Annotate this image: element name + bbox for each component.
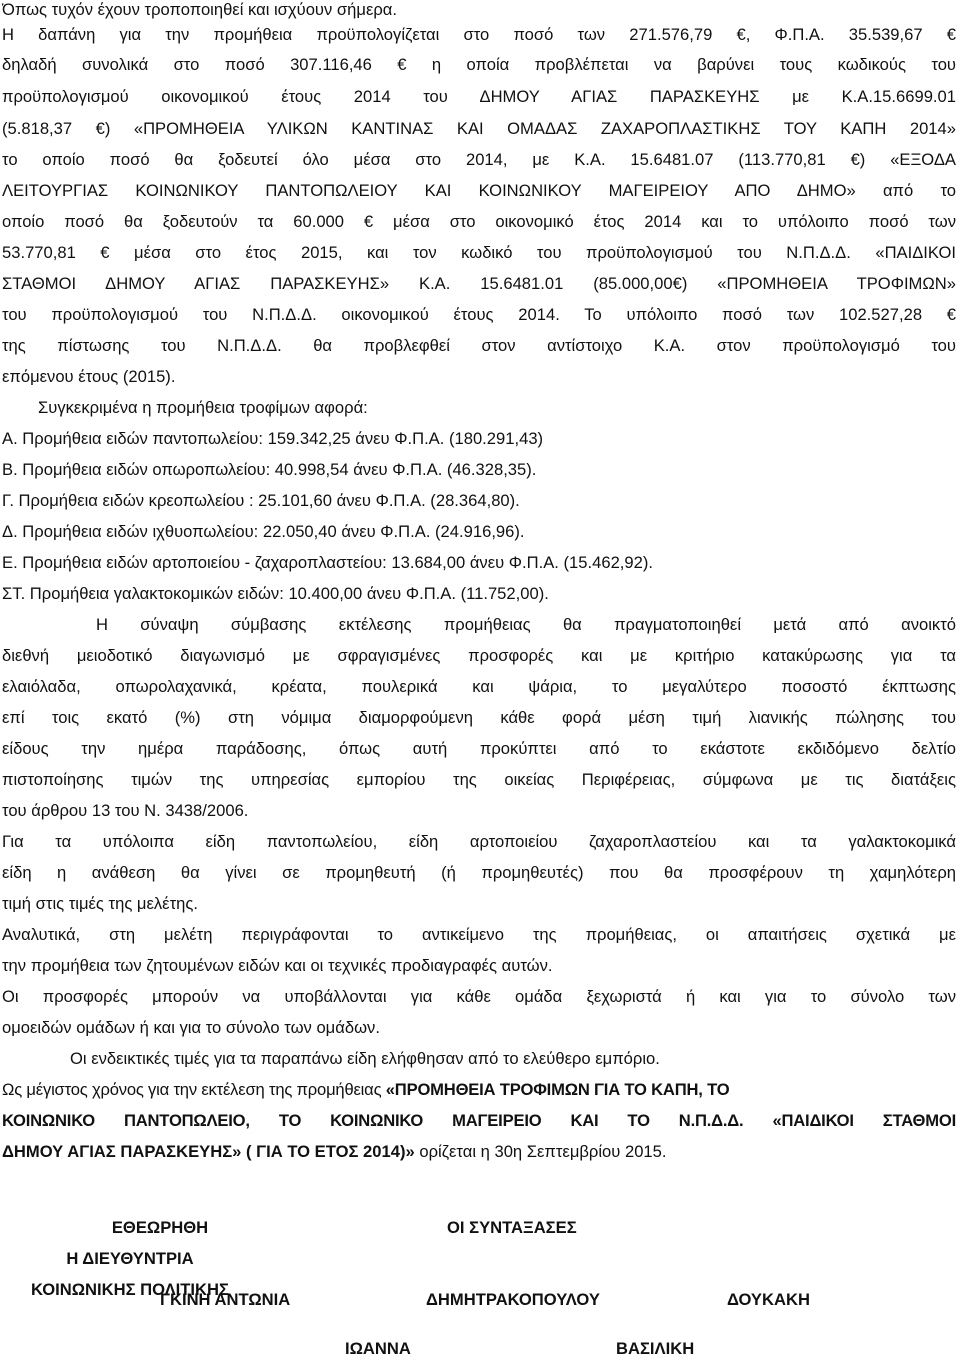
- list-item: Β. Προμήθεια ειδών οπωροπωλείου: 40.998,54 άνευ Φ.Π.Α. (46.328,35).: [2, 460, 537, 479]
- text-line: του άρθρου 13 του Ν. 3438/2006.: [2, 801, 249, 820]
- list-intro: Συγκεκριμένα η προμήθεια τροφίμων αφορά:: [38, 398, 368, 417]
- text-line: προϋπολογισμού οικονομικού έτους 2014 του ΔΗΜΟΥ ΑΓΙΑΣ ΠΑΡΑΣΚΕΥΗΣ με Κ.Α.15.6699.01: [2, 87, 956, 106]
- deadline-prefix: Ως μέγιστος χρόνος για την εκτέλεση της προμήθειας: [2, 1080, 386, 1099]
- text-line: Αναλυτικά, στη μελέτη περιγράφονται το αντικείμενο της προμήθειας, οι απαιτήσεις σχετικά με: [2, 925, 956, 944]
- text-line: 53.770,81 € μέσα στο έτος 2015, και τον κωδικό του προϋπολογισμού του Ν.Π.Δ.Δ. «ΠΑΙΔΙΚΟΙ: [2, 243, 956, 262]
- text-line: οποίο ποσό θα ξοδευτούν τα 60.000 € μέσα στο οικονομικό έτος 2014 και το υπόλοιπο ποσό των: [2, 212, 956, 231]
- text-line: ελαιόλαδα, οπωρολαχανικά, κρέατα, πουλερικά και ψάρια, το μεγαλύτερο ποσοστό έκπτωσης: [2, 677, 956, 696]
- text-line: Η σύναψη σύμβασης εκτέλεσης προμήθειας θα πραγματοποιηθεί μετά από ανοικτό: [96, 615, 956, 634]
- signatory-3-surname: ΔΟΥΚΑΚΗ: [727, 1290, 810, 1309]
- approval-title: ΕΘΕΩΡΗΘΗ: [111, 1218, 209, 1237]
- text-line: Η δαπάνη για την προμήθεια προϋπολογίζεται στο ποσό των 271.576,79 €, Φ.Π.Α. 35.539,67 €: [2, 25, 956, 44]
- text-line: το οποίο ποσό θα ξοδευτεί όλο μέσα στο 2014, με Κ.Α. 15.6481.07 (113.770,81 €) «ΕΞΟΔΑ: [2, 150, 956, 169]
- text-line: (5.818,37 €) «ΠΡΟΜΗΘΕΙΑ ΥΛΙΚΩΝ ΚΑΝΤΙΝΑΣ ΚΑΙ ΟΜΑΔΑΣ ΖΑΧΑΡΟΠΛΑΣΤΙΚΗΣ ΤΟΥ ΚΑΠΗ 2014»: [2, 119, 956, 138]
- text-line: την προμήθεια των ζητουμένων ειδών και οι τεχνικές προδιαγραφές αυτών.: [2, 956, 553, 975]
- signatory-2-firstname: ΙΩΑΝΝΑ: [345, 1339, 411, 1358]
- text-line: Οι προσφορές μπορούν να υποβάλλονται για κάθε ομάδα ξεχωριστά ή και για το σύνολο των: [2, 987, 956, 1006]
- text-line: του προϋπολογισμού του Ν.Π.Δ.Δ. οικονομικού έτους 2014. Το υπόλοιπο ποσό των 102.527,28 €: [2, 305, 956, 324]
- signatory-3-firstname: ΒΑΣΙΛΙΚΗ: [616, 1339, 695, 1358]
- list-item: Γ. Προμήθεια ειδών κρεοπωλείου : 25.101,60 άνευ Φ.Π.Α. (28.364,80).: [2, 491, 520, 510]
- deadline-line-2: ΚΟΙΝΩΝΙΚΟ ΠΑΝΤΟΠΩΛΕΙΟ, ΤΟ ΚΟΙΝΩΝΙΚΟ ΜΑΓΕΙΡΕΙΟ ΚΑΙ ΤΟ Ν.Π.Δ.Δ. «ΠΑΙΔΙΚΟΙ ΣΤΑΘΜΟΙ: [2, 1111, 956, 1130]
- signatory-2-surname: ΔΗΜΗΤΡΑΚΟΠΟΥΛΟΥ: [426, 1290, 600, 1309]
- text-line: δηλαδή συνολικά στο ποσό 307.116,46 € η οποία προβλέπεται να βαρύνει τους κωδικούς του: [2, 55, 956, 74]
- list-item: ΣΤ. Προμήθεια γαλακτοκομικών ειδών: 10.400,00 άνευ Φ.Π.Α. (11.752,00).: [2, 584, 549, 603]
- text-line: τιμή στις τιμές της μελέτης.: [2, 894, 198, 913]
- text-line: Οι ενδεικτικές τιμές για τα παραπάνω είδη ελήφθησαν από το ελεύθερο εμπόριο.: [70, 1049, 660, 1068]
- approval-department: ΚΟΙΝΩΝΙΚΗΣ ΠΟΛΙΤΙΚΗΣ: [31, 1280, 229, 1299]
- deadline-line-1: [2, 1080, 956, 1100]
- text-line: είδη η ανάθεση θα γίνει σε προμηθευτή (ή προμηθευτές) που θα προσφέρουν τη χαμηλότερη: [2, 863, 956, 882]
- text-line: της πίστωσης του Ν.Π.Δ.Δ. θα προβλεφθεί στον αντίστοιχο Κ.Α. στον προϋπολογισμό του: [2, 336, 956, 355]
- text-line: Όπως τυχόν έχουν τροποποιηθεί και ισχύουν σήμερα.: [2, 0, 397, 19]
- deadline-line-3: [2, 1142, 956, 1162]
- text-line: ΛΕΙΤΟΥΡΓΙΑΣ ΚΟΙΝΩΝΙΚΟΥ ΠΑΝΤΟΠΩΛΕΙΟΥ ΚΑΙ ΚΟΙΝΩΝΙΚΟΥ ΜΑΓΕΙΡΕΙΟΥ ΑΠΟ ΔΗΜΟ» από το: [2, 181, 956, 200]
- text-line: διεθνή μειοδοτικό διαγωνισμό με σφραγισμένες προσφορές και με κριτήριο κατακύρωσης για τα: [2, 646, 956, 665]
- list-item: Ε. Προμήθεια ειδών αρτοποιείου - ζαχαροπλαστείου: 13.684,00 άνευ Φ.Π.Α. (15.462,92).: [2, 553, 654, 572]
- authors-title: ΟΙ ΣΥΝΤΑΞΑΣΕΣ: [447, 1218, 577, 1237]
- text-line: πιστοποίησης τιμών της υπηρεσίας εμπορίου της οικείας Περιφέρειας, σύμφωνα με τις διατάξεις: [2, 770, 956, 789]
- deadline-title-part: «ΠΡΟΜΗΘΕΙΑ ΤΡΟΦΙΜΩΝ ΓΙΑ ΤΟ ΚΑΠΗ, ΤΟ: [385, 1080, 730, 1099]
- approval-director: Η ΔΙΕΥΘΥΝΤΡΙΑ: [66, 1249, 194, 1268]
- list-item: Α. Προμήθεια ειδών παντοπωλείου: 159.342,25 άνευ Φ.Π.Α. (180.291,43): [2, 429, 544, 448]
- signatory-1-name: ΓΚΙΝΗ ΑΝΤΩΝΙΑ: [160, 1290, 291, 1309]
- deadline-date: ορίζεται η 30η Σεπτεμβρίου 2015.: [414, 1142, 667, 1161]
- text-line: είδους την ημέρα παράδοσης, όπως αυτή προκύπτει από το εκάστοτε εκδιδόμενο δελτίο: [2, 739, 956, 758]
- text-line: ΣΤΑΘΜΟΙ ΔΗΜΟΥ ΑΓΙΑΣ ΠΑΡΑΣΚΕΥΗΣ» Κ.Α. 15.6481.01 (85.000,00€) «ΠΡΟΜΗΘΕΙΑ ΤΡΟΦΙΜΩΝ»: [2, 274, 956, 293]
- text-line: ομοειδών ομάδων ή και για το σύνολο των ομάδων.: [2, 1018, 380, 1037]
- list-item: Δ. Προμήθεια ειδών ιχθυοπωλείου: 22.050,40 άνευ Φ.Π.Α. (24.916,96).: [2, 522, 525, 541]
- text-line: Για τα υπόλοιπα είδη παντοπωλείου, είδη αρτοποιείου ζαχαροπλαστείου και τα γαλακτοκομικά: [2, 832, 956, 851]
- text-line: επί τοις εκατό (%) στη νόμιμα διαμορφούμενη κάθε φορά μέση τιμή λιανικής πώλησης του: [2, 708, 956, 727]
- deadline-title-end: ΔΗΜΟΥ ΑΓΙΑΣ ΠΑΡΑΣΚΕΥΗΣ» ( ΓΙΑ ΤΟ ΕΤΟΣ 2014)»: [2, 1142, 415, 1161]
- text-line: επόμενου έτους (2015).: [2, 367, 176, 386]
